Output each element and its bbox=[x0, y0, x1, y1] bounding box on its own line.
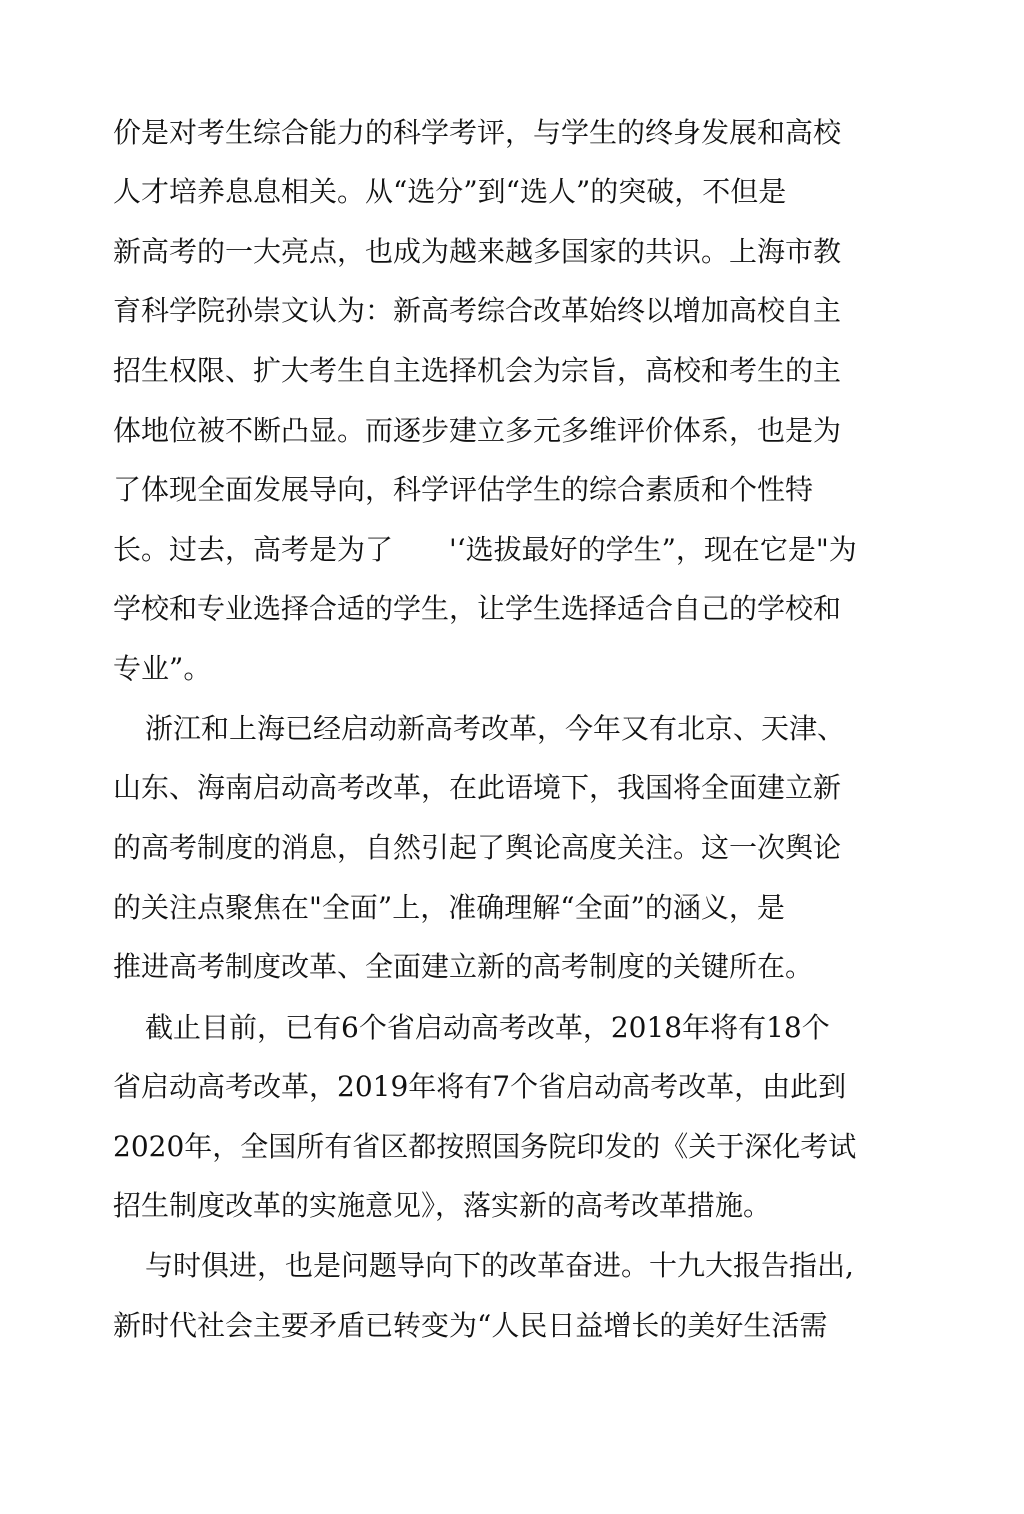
text-line: 人才培养息息相关。从“选分”到“选人”的突破，不但是 bbox=[113, 175, 787, 208]
text-line: 推进高考制度改革、全面建立新的高考制度的关键所在。 bbox=[113, 950, 814, 983]
text-line: 2020年，全国所有省区都按照国务院印发的《关于深化考试 bbox=[113, 1130, 857, 1163]
text-line: 招生制度改革的实施意见》，落实新的高考改革措施。 bbox=[113, 1189, 772, 1222]
text-line: 价是对考生综合能力的科学考评，与学生的终身发展和高校 bbox=[113, 116, 842, 149]
text-line: 新高考的一大亮点，也成为越来越多国家的共识。上海市教 bbox=[113, 235, 842, 268]
text-line: 山东、海南启动高考改革，在此语境下，我国将全面建立新 bbox=[113, 771, 842, 804]
text-line: 的关注点聚焦在"全面”上，准确理解“全面”的涵义，是 bbox=[113, 891, 785, 924]
text-line: 了体现全面发展导向，科学评估学生的综合素质和个性特 bbox=[113, 473, 814, 506]
paragraph-first-line: 截止目前，已有6个省启动高考改革，2018年将有18个 bbox=[145, 1011, 830, 1044]
paragraph-first-line: 与时俱进，也是问题导向下的改革奋进。十九大报告指出, bbox=[145, 1249, 854, 1282]
text-line: 专业”。 bbox=[113, 652, 212, 685]
text-line: 长。过去，高考是为了 '‘选拔最好的学生”，现在它是"为 bbox=[113, 533, 857, 566]
text-line: 招生权限、扩大考生自主选择机会为宗旨，高校和考生的主 bbox=[113, 354, 842, 387]
text-line: 新时代社会主要矛盾已转变为“人民日益增长的美好生活需 bbox=[113, 1309, 828, 1342]
text-line: 省启动高考改革，2019年将有7个省启动高考改革，由此到 bbox=[113, 1070, 847, 1103]
text-line: 的高考制度的消息，自然引起了舆论高度关注。这一次舆论 bbox=[113, 831, 842, 864]
text-line: 学校和专业选择合适的学生，让学生选择适合自己的学校和 bbox=[113, 592, 842, 625]
paragraph-first-line: 浙江和上海已经启动新高考改革，今年又有北京、天津、 bbox=[145, 712, 846, 745]
text-line: 体地位被不断凸显。而逐步建立多元多维评价体系，也是为 bbox=[113, 414, 842, 447]
text-line: 育科学院孙崇文认为：新高考综合改革始终以增加高校自主 bbox=[113, 294, 842, 327]
